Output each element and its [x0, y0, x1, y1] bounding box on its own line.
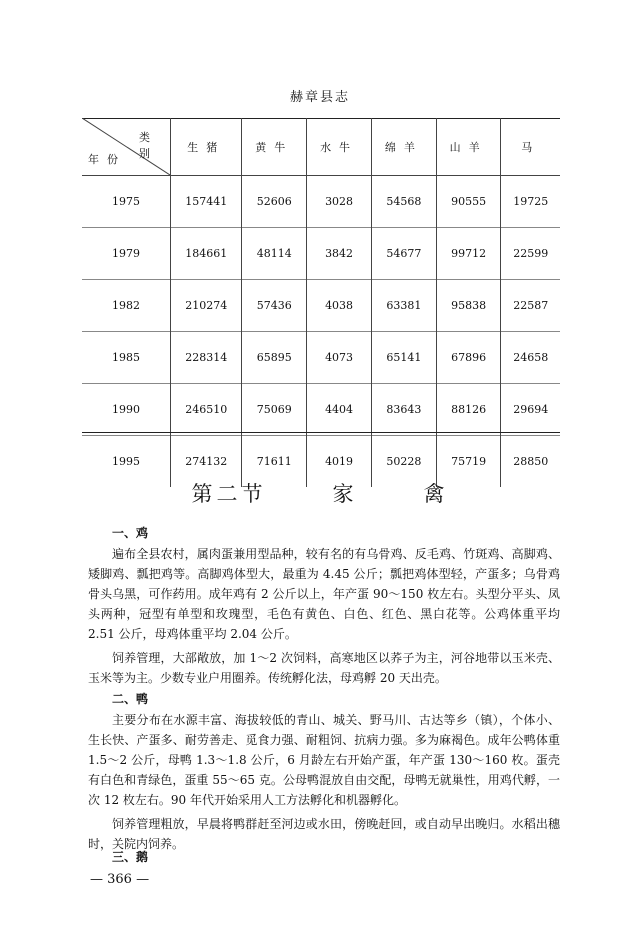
table-cell: 95838 — [436, 280, 501, 332]
table-cell: 28850 — [501, 436, 560, 488]
table-cell: 3028 — [307, 176, 372, 228]
column-header: 山羊 — [436, 118, 501, 176]
paragraph: 饲养管理，大部敞放，加 1～2 次饲料，高寒地区以荞子为主，河谷地带以玉米壳、玉米等为主。少数专业户用圈养。传统孵化法，母鸡孵 20 天出壳。 — [88, 651, 560, 685]
table-cell: 22599 — [501, 228, 560, 280]
table-cell: 3842 — [307, 228, 372, 280]
corner-category-label: 类 别 — [139, 131, 160, 160]
table-cell: 246510 — [171, 384, 242, 436]
year-cell: 1975 — [82, 176, 171, 228]
subsection-heading-duck: 二、鸭 — [112, 692, 149, 706]
table-cell: 83643 — [371, 384, 436, 436]
table-cell: 4073 — [307, 332, 372, 384]
subsection-body-chicken — [88, 544, 560, 688]
table-cell: 75069 — [242, 384, 307, 436]
column-header: 水牛 — [307, 118, 372, 176]
table-cell: 19725 — [501, 176, 560, 228]
table-cell: 210274 — [171, 280, 242, 332]
section-title — [0, 478, 640, 508]
table-cell: 24658 — [501, 332, 560, 384]
year-cell: 1995 — [82, 436, 171, 488]
page-number: — 366 — — [90, 872, 150, 887]
column-header: 绵羊 — [371, 118, 436, 176]
table-cell: 63381 — [371, 280, 436, 332]
table-cell: 4019 — [307, 436, 372, 488]
table-cell: 71611 — [242, 436, 307, 488]
table-cell: 29694 — [501, 384, 560, 436]
paragraph: 主要分布在水源丰富、海拔较低的青山、城关、野马川、古达等乡（镇），个体小、生长快、产蛋多、耐劳善走、觅食力强、耐粗饲、抗病力强。多为麻褐色。成年公鸭体重 1.5～2 公斤，母鸭 1.3～1.8 公斤，6 月龄左右开始产蛋，年产蛋 130～160 枚。蛋壳有白色和青绿色，蛋重 55～65 克。公母鸭混放自由交配，母鸭无就巢性，用鸡代孵，一次 12 枚左右。90 年代开始采用人工方法孵化和机器孵化。 — [88, 713, 560, 807]
table-cell: 4038 — [307, 280, 372, 332]
table-cell: 274132 — [171, 436, 242, 488]
table-header-row — [82, 118, 560, 176]
table-cell: 65141 — [371, 332, 436, 384]
subsection-body-duck — [88, 710, 560, 854]
column-header: 马 — [521, 140, 541, 154]
table-cell: 184661 — [171, 228, 242, 280]
year-cell: 1979 — [82, 228, 171, 280]
table-cell: 50228 — [371, 436, 436, 488]
table-cell: 52606 — [242, 176, 307, 228]
table-cell: 228314 — [171, 332, 242, 384]
paragraph: 遍布全县农村，属肉蛋兼用型品种，较有名的有乌骨鸡、反毛鸡、竹斑鸡、高脚鸡、矮脚鸡、瓢把鸡等。高脚鸡体型大，最重为 4.45 公斤；瓢把鸡体型轻，产蛋多；乌骨鸡骨头乌黑，可作药用。成年鸡有 2 公斤以上，年产蛋 90～150 枚左右。头型分平头、凤头两种，冠型有单型和玫瑰型，毛色有黄色、白色、红色、黑白花等。公鸡体重平均 2.51 公斤，母鸡体重平均 2.04 公斤。 — [88, 547, 560, 641]
table-cell: 90555 — [436, 176, 501, 228]
table-row — [82, 384, 560, 436]
table-cell: 57436 — [242, 280, 307, 332]
table-cell: 88126 — [436, 384, 501, 436]
subsection-heading-goose: 三、鹅 — [112, 850, 149, 864]
table-cell: 54568 — [371, 176, 436, 228]
table-cell: 4404 — [307, 384, 372, 436]
table-cell: 54677 — [371, 228, 436, 280]
paragraph: 饲养管理粗放，早晨将鸭群赶至河边或水田，傍晚赶回，或自动早出晚归。水稻出穗时，关院内饲养。 — [88, 817, 560, 851]
year-cell: 1990 — [82, 384, 171, 436]
table-corner-cell — [82, 118, 171, 176]
table-bottom-rule — [82, 432, 560, 433]
year-cell: 1982 — [82, 280, 171, 332]
table-cell: 65895 — [242, 332, 307, 384]
table-cell: 48114 — [242, 228, 307, 280]
table-row — [82, 228, 560, 280]
table-cell: 67896 — [436, 332, 501, 384]
column-header: 生猪 — [171, 118, 242, 176]
subsection-heading-chicken: 一、鸡 — [112, 526, 149, 540]
table-cell: 75719 — [436, 436, 501, 488]
year-cell: 1985 — [82, 332, 171, 384]
table-row — [82, 176, 560, 228]
corner-year-label: 年份 — [88, 153, 126, 166]
section-title-word2: 禽 — [423, 482, 449, 506]
table-row — [82, 280, 560, 332]
table-cell: 99712 — [436, 228, 501, 280]
running-head: 赫章县志 — [289, 90, 350, 105]
section-title-number: 第二节 — [191, 482, 267, 506]
section-title-word1: 家 — [332, 482, 358, 506]
table-row — [82, 332, 560, 384]
column-header: 黄牛 — [242, 118, 307, 176]
table-cell: 157441 — [171, 176, 242, 228]
table-cell: 22587 — [501, 280, 560, 332]
